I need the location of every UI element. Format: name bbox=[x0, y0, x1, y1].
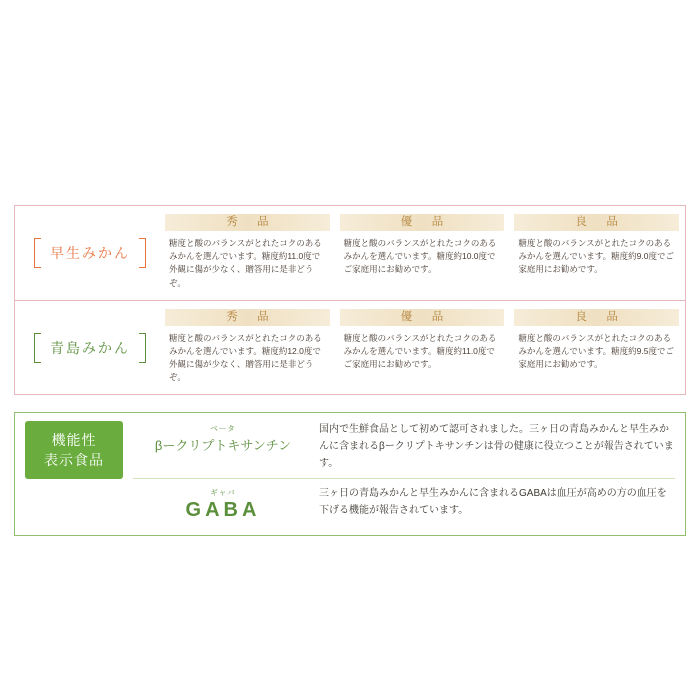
grade-header: 優 品 bbox=[340, 214, 505, 231]
table-row bbox=[15, 301, 685, 395]
badge-line-1: 機能性 bbox=[51, 431, 97, 448]
grade-header: 秀 品 bbox=[165, 214, 330, 231]
nutrient-name: GABA bbox=[185, 499, 261, 521]
grade-description: 糖度と酸のバランスがとれたコクのあるみかんを選んでいます。糖度約11.0度で外観に傷が少なく、贈答用に是非どうぞ。 bbox=[169, 238, 322, 288]
variety-label: 青島みかん bbox=[34, 336, 146, 360]
grade-column-shu bbox=[165, 214, 330, 290]
grade-header: 秀 品 bbox=[165, 309, 330, 326]
grade-columns bbox=[165, 301, 685, 395]
grade-description: 糖度と酸のバランスがとれたコクのあるみかんを選んでいます。糖度約12.0度で外観に傷が少なく、贈答用に是非どうぞ。 bbox=[169, 332, 322, 383]
grade-column-yu bbox=[340, 214, 505, 290]
grade-column-shu bbox=[165, 309, 330, 385]
grade-header: 良 品 bbox=[514, 214, 679, 231]
list-item bbox=[133, 421, 675, 478]
grade-column-ryo bbox=[514, 309, 679, 385]
nutrient-ruby: ギャバ bbox=[210, 488, 236, 497]
table-row bbox=[15, 206, 685, 301]
grade-description: 糖度と酸のバランスがとれたコクのあるみかんを選んでいます。糖度約10.0度でご家庭用にお勧めです。 bbox=[343, 238, 497, 275]
grade-header: 優 品 bbox=[340, 309, 505, 326]
functional-food-panel bbox=[14, 412, 686, 536]
grade-description: 糖度と酸のバランスがとれたコクのあるみかんを選んでいます。糖度約9.5度でご家庭用にお勧めです。 bbox=[518, 332, 674, 370]
grade-header: 良 品 bbox=[514, 309, 679, 326]
grade-description: 糖度と酸のバランスがとれたコクのあるみかんを選んでいます。糖度約11.0度でご家庭用にお勧めです。 bbox=[343, 332, 497, 370]
variety-cell bbox=[15, 206, 165, 300]
nutrient-name: βークリプトキサンチン bbox=[154, 438, 292, 453]
grade-column-yu bbox=[340, 309, 505, 385]
list-item bbox=[133, 479, 675, 525]
nutrient-beta-cryptoxanthin bbox=[133, 421, 313, 455]
nutrient-description: 三ヶ日の青島みかんと早生みかんに含まれるGABAは血圧が高めの方の血圧を下げる機能が報告されています。 bbox=[319, 488, 667, 516]
grade-column-ryo bbox=[514, 214, 679, 290]
nutrient-gaba bbox=[133, 485, 313, 522]
functional-food-rows bbox=[133, 421, 675, 525]
grade-columns bbox=[165, 206, 685, 300]
grades-table bbox=[14, 205, 686, 395]
variety-cell bbox=[15, 301, 165, 395]
badge-line-2: 表示食品 bbox=[44, 452, 104, 468]
variety-label: 早生みかん bbox=[34, 241, 146, 265]
nutrient-ruby: ベータ bbox=[210, 424, 236, 433]
functional-food-badge bbox=[25, 421, 123, 479]
grade-description: 糖度と酸のバランスがとれたコクのあるみかんを選んでいます。糖度約9.0度でご家庭用にお勧めです。 bbox=[518, 238, 674, 275]
nutrient-description: 国内で生鮮食品として初めて認可されました。三ヶ日の青島みかんと早生みかんに含まれるβークリプトキサンチンは骨の健康に役立つことが報告されています。 bbox=[319, 424, 674, 469]
